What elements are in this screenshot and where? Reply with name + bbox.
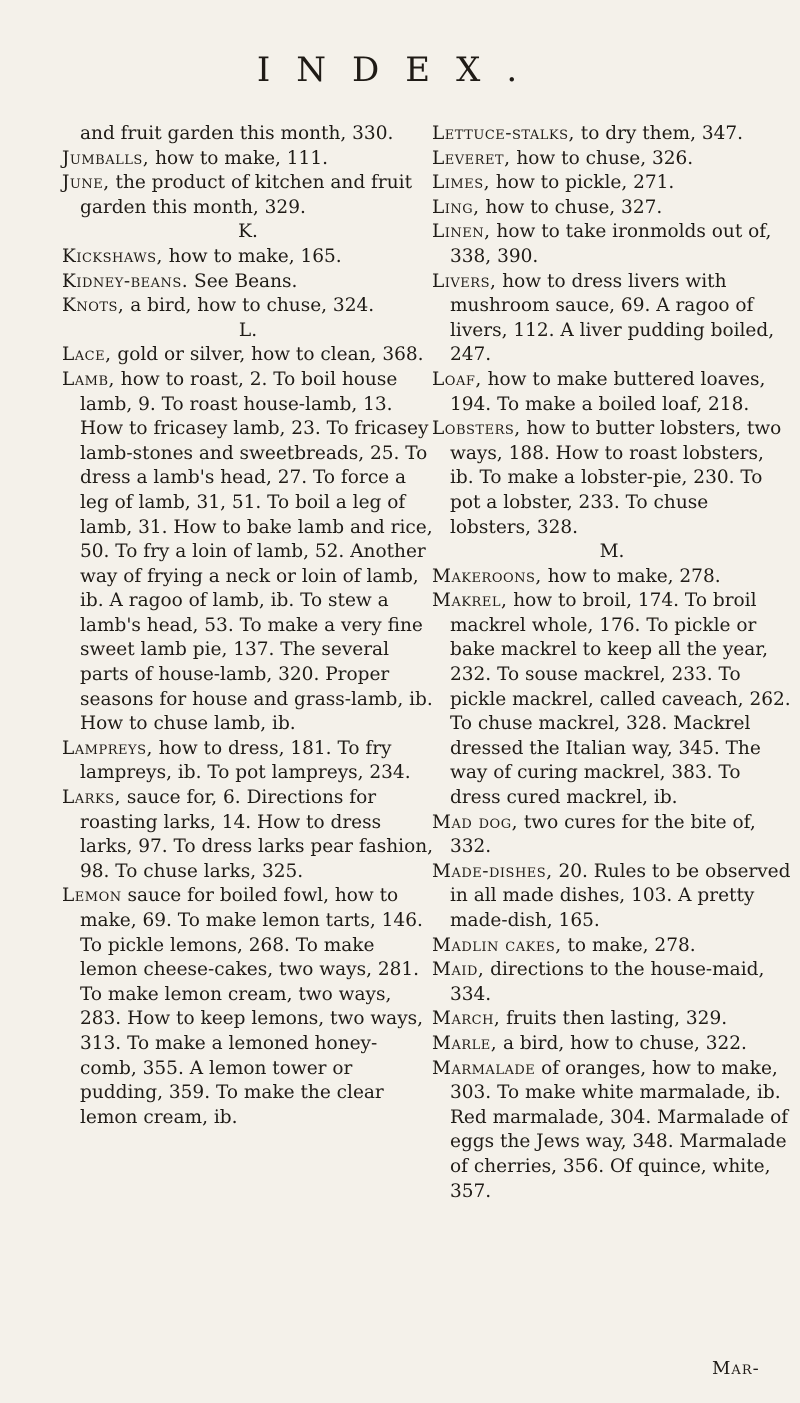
entry-headword: June, — [62, 172, 110, 194]
entry-headword: Madlin cakes, — [432, 934, 562, 956]
entry-text: how to chuse, 326. — [510, 147, 694, 169]
index-entry — [62, 343, 434, 368]
section-letter: M. — [599, 541, 625, 563]
entry-headword: Lamb, — [62, 368, 115, 390]
index-entry — [432, 417, 792, 540]
index-entry — [432, 171, 792, 196]
entry-headword: Larks, — [62, 787, 121, 809]
index-entry — [62, 270, 434, 295]
index-entry — [62, 368, 434, 737]
index-entry — [62, 147, 434, 172]
entry-headword: Linen, — [432, 221, 491, 243]
running-head: INDEX. — [256, 50, 544, 90]
index-entry — [432, 196, 792, 221]
entry-headword: Lace, — [62, 344, 112, 366]
section-letter: L. — [238, 319, 258, 341]
entry-headword: Makeroons, — [432, 565, 542, 587]
index-entry — [432, 1057, 792, 1205]
entry-headword: Ling, — [432, 196, 480, 218]
entry-text: sauce for boiled fowl, how to make, 69. To make lemon tarts, 146. To pickle lemons, 268. To make lemon cheese-cakes, two ways, 281. To make lemon cream, two ways, 283. How to keep lemons, two ways, 313. To make a lemoned honey-comb, 355. A lemon tower or pudding, 359. To make the clear lemon cream, ib. — [80, 885, 424, 1128]
entry-headword: Lemon — [62, 885, 122, 907]
entry-headword: Jumballs, — [62, 147, 150, 169]
entry-text: See Beans. — [188, 270, 298, 292]
index-entry — [62, 884, 434, 1130]
entry-text: how to take ironmolds out of, 338, 390. — [450, 221, 772, 267]
entry-text: fruits then lasting, 329. — [500, 1008, 728, 1030]
entry-text: the product of kitchen and fruit garden this month, 329. — [80, 172, 413, 218]
index-entry — [432, 811, 792, 860]
entry-headword: Lampreys, — [62, 737, 153, 759]
entry-text: gold or silver, how to clean, 368. — [111, 344, 424, 366]
entry-headword: Kickshaws, — [62, 245, 163, 267]
index-entry — [432, 147, 792, 172]
entry-text: to make, 278. — [561, 934, 696, 956]
entry-headword: Kidney-beans. — [62, 270, 189, 292]
entry-text: sauce for, 6. Directions for roasting larks, 14. How to dress larks, 97. To dress larks pear fashion, 98. To chuse larks, 325. — [80, 787, 434, 882]
index-entry — [62, 737, 434, 786]
entry-headword: Lettuce-stalks, — [432, 123, 575, 144]
index-column-right — [432, 122, 792, 1204]
entry-headword: Marmalade — [432, 1057, 536, 1079]
index-entry — [62, 786, 434, 884]
index-column-left — [62, 122, 434, 1130]
entry-text: how to dress, 181. To fry lampreys, ib. To pot lampreys, 234. — [80, 737, 411, 784]
index-entry — [432, 1032, 792, 1057]
entry-text: how to roast, 2. To boil house lamb, 9. To roast house-lamb, 13. How to fricasey lamb, 23. To fricasey lamb-stones and sweetbreads, 25. To dress a lamb's head, 27. To force a leg of lamb, 31, 51. To boil a leg of lamb, 31. How to bake lamb and rice, 50. To fry a loin of lamb, 52. Another way of frying a neck or loin of lamb, ib. A ragoo of lamb, ib. To stew a lamb's head, 53. To make a very fine sweet lamb pie, 137. The several parts of house-lamb, 320. Proper seasons for house and grass-lamb, ib. How to chuse lamb, ib. — [80, 368, 433, 735]
index-entry — [62, 245, 434, 270]
entry-headword: Lobsters, — [432, 418, 521, 440]
entry-text: how to dress livers with mushroom sauce, 69. A ragoo of livers, 112. A liver pudding boiled, 247. — [450, 270, 775, 366]
index-entry — [432, 122, 792, 147]
entry-text: two cures for the bite of, 332. — [450, 811, 756, 858]
entry-text: a bird, how to chuse, 322. — [497, 1032, 747, 1054]
entry-text: and fruit garden this month, 330. — [80, 123, 394, 144]
index-entry — [432, 270, 792, 368]
index-entry — [62, 122, 434, 147]
index-entry — [432, 565, 792, 590]
entry-headword: Made-dishes, — [432, 860, 553, 882]
entry-text: 20. Rules to be observed in all made dishes, 103. A pretty made-dish, 165. — [450, 860, 791, 931]
entry-text: to dry them, 347. — [574, 123, 744, 144]
entry-text: a bird, how to chuse, 324. — [124, 295, 375, 317]
entry-headword: March, — [432, 1008, 501, 1030]
entry-text: directions to the house-maid, 334. — [450, 959, 765, 1005]
entry-headword: Leveret, — [432, 147, 511, 169]
entry-headword: Loaf, — [432, 368, 482, 390]
index-entry — [432, 589, 792, 810]
entry-text: how to make, 165. — [162, 245, 342, 267]
entry-text: how to make, 278. — [541, 565, 721, 587]
entry-text: how to pickle, 271. — [490, 172, 675, 194]
entry-text: how to make buttered loaves, 194. To make a boiled loaf, 218. — [450, 368, 766, 415]
entry-text: of oranges, how to make, 303. To make white marmalade, ib. Red marmalade, 304. Marmalade of eggs the Jews way, 348. Marmalade of cherries, 356. Of quince, white, 357. — [450, 1057, 789, 1202]
entry-headword: Mad dog, — [432, 811, 518, 833]
entry-headword: Knots, — [62, 295, 125, 317]
index-entry — [432, 368, 792, 417]
index-entry — [432, 934, 792, 959]
entry-text: how to butter lobsters, two ways, 188. How to roast lobsters, ib. To make a lobster-pie, 230. To pot a lobster, 233. To chuse lobsters, 328. — [450, 418, 782, 538]
index-entry — [432, 1007, 792, 1032]
index-entry — [432, 958, 792, 1007]
index-entry — [62, 294, 434, 319]
entry-headword: Marle, — [432, 1032, 498, 1054]
index-entry — [432, 220, 792, 269]
entry-headword: Livers, — [432, 270, 497, 292]
entry-headword: Makrel, — [432, 590, 508, 612]
index-entry — [62, 171, 434, 220]
entry-text: how to make, 111. — [149, 147, 328, 169]
index-entry — [432, 860, 792, 934]
entry-headword: Maid, — [432, 959, 485, 981]
entry-text: how to broil, 174. To broil mackrel whole, 176. To pickle or bake mackrel to keep all the year, 232. To souse mackrel, 233. To pickle mackrel, called caveach, 262. To chuse mackrel, 328. Mackrel dressed the Italian way, 345. The way of curing mackrel, 383. To dress cured mackrel, ib. — [450, 590, 791, 809]
entry-text: how to chuse, 327. — [479, 196, 663, 218]
entry-headword: Limes, — [432, 172, 491, 194]
section-letter: K. — [238, 221, 258, 243]
catchword: Mar- — [712, 1358, 760, 1379]
